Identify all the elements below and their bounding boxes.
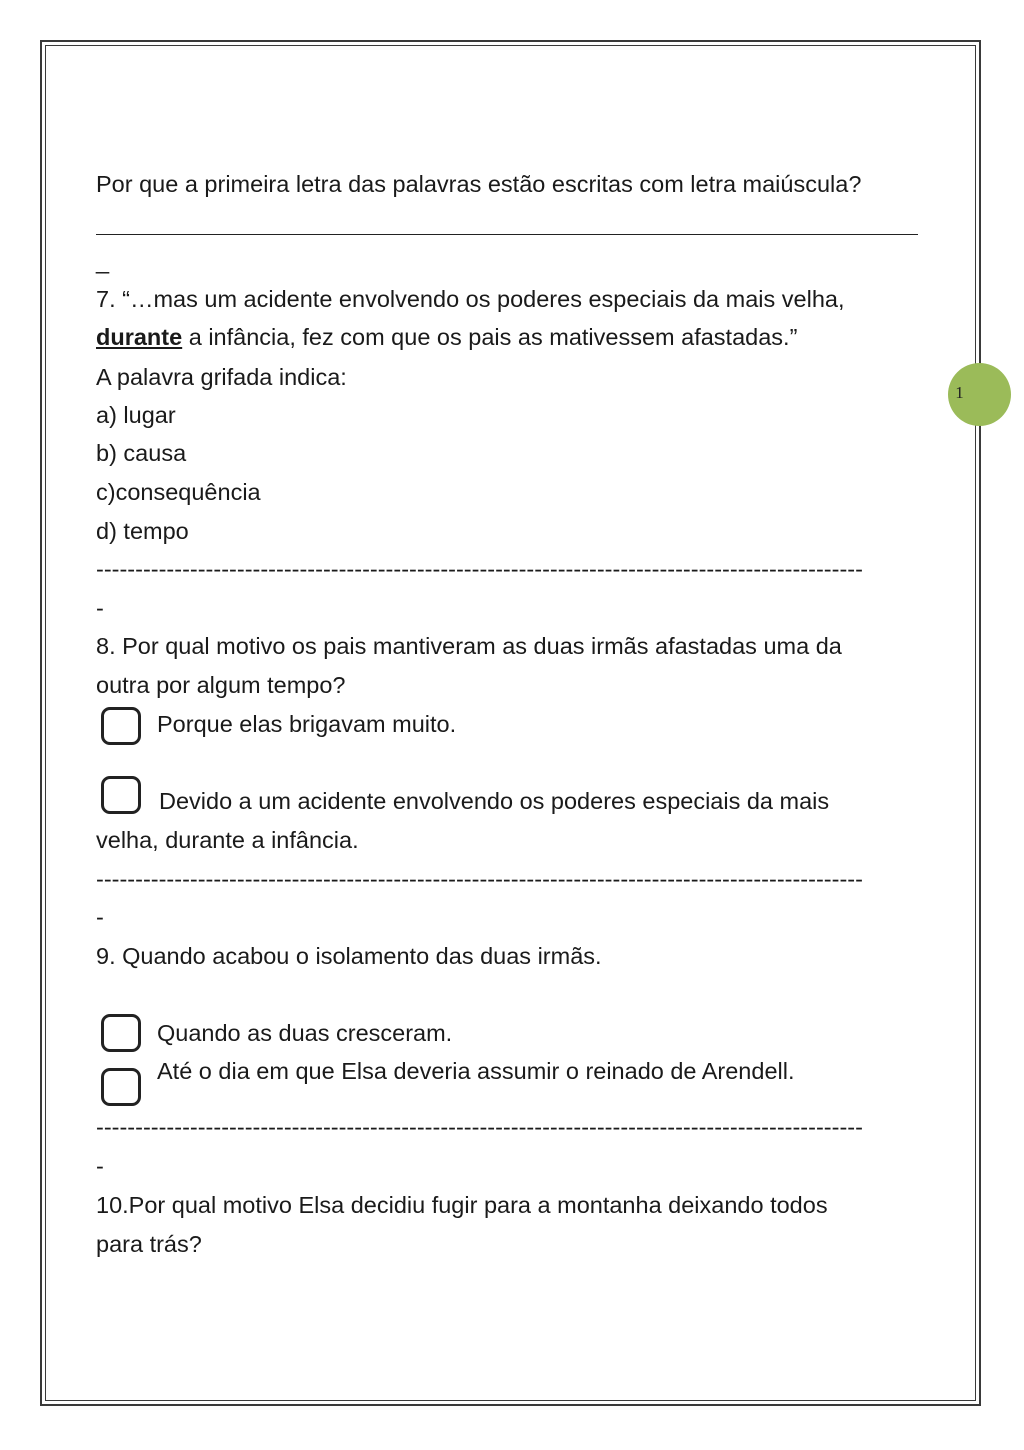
q8-option1-label: Porque elas brigavam muito. (157, 711, 457, 737)
q7-option-d: d) tempo (96, 518, 189, 544)
q10-question-line2: para trás? (96, 1231, 202, 1257)
separator-1-tail: - (96, 595, 104, 621)
q7-option-a: a) lugar (96, 402, 176, 428)
q8-option1-checkbox[interactable] (101, 707, 141, 745)
separator-3-tail: - (96, 1153, 104, 1179)
q10-question-line1: 10.Por qual motivo Elsa decidiu fugir para a montanha deixando todos (96, 1192, 828, 1218)
q9-option1-label: Quando as duas cresceram. (157, 1020, 453, 1046)
q7-option-c: c)consequência (96, 479, 261, 505)
q7-option-b: b) causa (96, 440, 187, 466)
separator-3: -------------------------------------------------------------------------------------------------- (96, 1114, 863, 1140)
q7-highlight-word: durante (96, 324, 183, 350)
q9-option2-checkbox[interactable] (101, 1068, 141, 1106)
q6-answer-line (96, 234, 918, 235)
q7-quote-line1: 7. “…mas um acidente envolvendo os poderes especiais da mais velha, (96, 286, 845, 312)
q9-option1-checkbox[interactable] (101, 1014, 141, 1052)
q8-option2-label-line1: Devido a um acidente envolvendo os poderes especiais da mais (159, 788, 830, 814)
separator-2: -------------------------------------------------------------------------------------------------- (96, 866, 863, 892)
q8-option2-label-line2: velha, durante a infância. (96, 827, 359, 853)
q9-option2-label: Até o dia em que Elsa deveria assumir o reinado de Arendell. (157, 1058, 795, 1084)
q7-prompt: A palavra grifada indica: (96, 364, 347, 390)
q9-question: 9. Quando acabou o isolamento das duas irmãs. (96, 943, 602, 969)
q7-quote-line2-rest: a infância, fez com que os pais as mativessem afastadas.” (182, 324, 798, 350)
q6-answer-line-tail: _ (96, 248, 110, 274)
q6-question: Por que a primeira letra das palavras estão escritas com letra maiúscula? (96, 171, 862, 197)
q8-option2-checkbox[interactable] (101, 776, 141, 814)
page-number-badge (948, 363, 1011, 426)
separator-1: -------------------------------------------------------------------------------------------------- (96, 556, 863, 582)
q8-question-line2: outra por algum tempo? (96, 672, 346, 698)
page-number: 1 (955, 382, 964, 402)
separator-2-tail: - (96, 904, 104, 930)
q8-question-line1: 8. Por qual motivo os pais mantiveram as duas irmãs afastadas uma da (96, 633, 842, 659)
q7-quote-line2 (96, 322, 797, 352)
